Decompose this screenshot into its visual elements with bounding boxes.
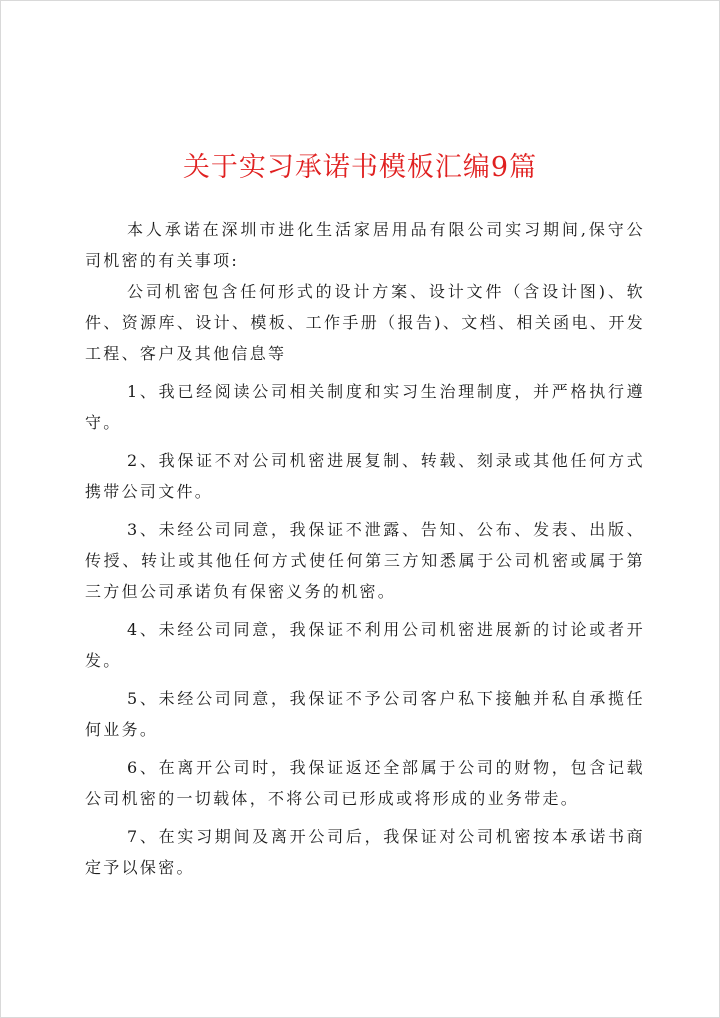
paragraph-intro: 本人承诺在深圳市进化生活家居用品有限公司实习期间,保守公司机密的有关事项: <box>85 220 645 270</box>
paragraph-item-5: 5、未经公司同意，我保证不予公司客户私下接触并私自承揽任何业务。 <box>85 689 645 739</box>
paragraph-item-1: 1、我已经阅读公司相关制度和实习生治理制度，并严格执行遵守。 <box>85 382 645 432</box>
paragraph-scope: 公司机密包含任何形式的设计方案、设计文件（含设计图)、软件、资源库、设计、模板、工作手册（报告)、文档、相关函电、开发工程、客户及其他信息等 <box>85 282 645 363</box>
document-body <box>85 214 645 890</box>
paragraph-item-2: 2、我保证不对公司机密进展复制、转载、刻录或其他任何方式携带公司文件。 <box>85 451 645 501</box>
paragraph-item-7: 7、在实习期间及离开公司后，我保证对公司机密按本承诺书商定予以保密。 <box>85 827 645 877</box>
document-title: 关于实习承诺书模板汇编9篇 <box>182 152 538 183</box>
paragraph-item-6: 6、在离开公司时，我保证返还全部属于公司的财物，包含记载公司机密的一切载体，不将公司已形成或将形成的业务带走。 <box>85 758 645 808</box>
paragraph-item-4: 4、未经公司同意，我保证不利用公司机密进展新的讨论或者开发。 <box>85 620 645 670</box>
paragraph-item-3: 3、未经公司同意，我保证不泄露、告知、公布、发表、出版、传授、转让或其他任何方式使任何第三方知悉属于公司机密或属于第三方但公司承诺负有保密义务的机密。 <box>85 520 645 601</box>
